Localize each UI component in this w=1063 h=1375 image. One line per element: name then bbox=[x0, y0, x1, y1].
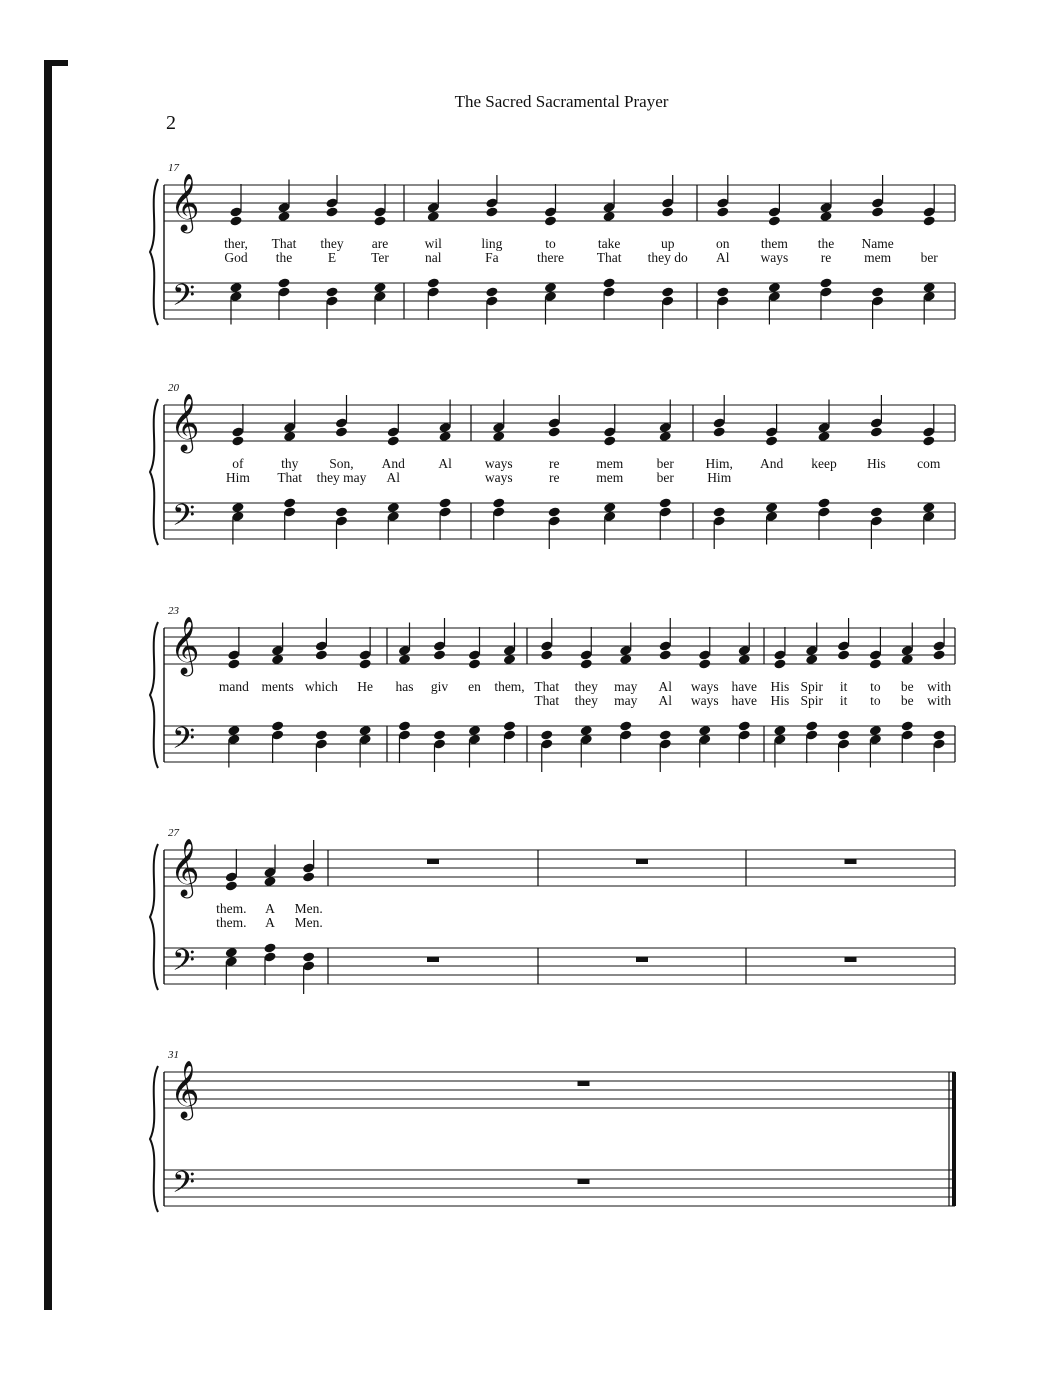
treble-note-head bbox=[922, 435, 935, 446]
lyric-verse-2: Spir bbox=[800, 693, 824, 708]
bass-clef-icon: 𝄢 bbox=[172, 944, 196, 985]
whole-rest-icon bbox=[636, 859, 648, 864]
measure-number: 17 bbox=[168, 162, 179, 174]
lyric-verse-2: Al bbox=[386, 470, 401, 485]
bass-note-head bbox=[335, 506, 348, 517]
whole-rest-icon bbox=[636, 957, 648, 962]
lyric-verse-1: they bbox=[320, 236, 344, 251]
lyric-verse-2: re bbox=[549, 470, 560, 485]
lyric-verse-1: ments bbox=[261, 679, 294, 694]
treble-note-head bbox=[227, 658, 240, 669]
bass-note-head bbox=[263, 942, 276, 953]
lyric-verse-1: mand bbox=[218, 679, 249, 694]
treble-note-head bbox=[603, 435, 616, 446]
bass-note-head bbox=[602, 277, 615, 288]
lyric-verse-2: ber bbox=[920, 250, 938, 265]
lyric-verse-1: Al bbox=[438, 456, 452, 471]
treble-note-head bbox=[580, 658, 593, 669]
lyric-verse-1: them bbox=[760, 236, 788, 251]
treble-note-head bbox=[932, 649, 945, 660]
lyric-verse-1: the bbox=[817, 236, 835, 251]
measure-number: 27 bbox=[168, 827, 179, 839]
treble-note-head bbox=[540, 649, 553, 660]
whole-rest-icon bbox=[845, 859, 857, 864]
lyric-verse-2: E bbox=[327, 250, 337, 265]
bass-note-head bbox=[738, 720, 751, 731]
lyric-verse-2: A bbox=[265, 915, 275, 930]
grand-staff-brace bbox=[150, 844, 158, 990]
lyric-verse-1: That bbox=[534, 679, 560, 694]
lyric-verse-1: has bbox=[395, 679, 414, 694]
lyric-verse-1: wil bbox=[424, 236, 442, 251]
lyric-verse-2: nal bbox=[425, 250, 442, 265]
bass-note-head bbox=[271, 720, 284, 731]
lyric-verse-1: And bbox=[381, 456, 405, 471]
lyric-verse-1: ling bbox=[481, 236, 503, 251]
whole-rest-icon bbox=[578, 1179, 590, 1184]
grand-staff-brace bbox=[150, 622, 158, 768]
final-barline-thick bbox=[952, 1072, 956, 1206]
lyric-verse-1: are bbox=[371, 236, 389, 251]
bass-note-head bbox=[325, 286, 338, 297]
treble-note-head bbox=[870, 426, 883, 437]
lyric-verse-1: it bbox=[839, 679, 848, 694]
lyric-verse-2: Al bbox=[716, 250, 730, 265]
lyric-verse-1: with bbox=[927, 679, 952, 694]
bass-note-head bbox=[485, 286, 498, 297]
treble-clef-icon: 𝄞 bbox=[170, 838, 200, 896]
lyric-verse-1: Name bbox=[861, 236, 894, 251]
lyric-verse-2: Him bbox=[707, 470, 732, 485]
bass-note-head bbox=[302, 951, 315, 962]
lyric-verse-1: His bbox=[867, 456, 886, 471]
treble-note-head bbox=[661, 206, 674, 217]
treble-note-head bbox=[302, 871, 315, 882]
lyric-verse-1: mem bbox=[596, 456, 624, 471]
lyric-verse-1: them, bbox=[494, 679, 525, 694]
lyric-verse-2: God bbox=[224, 250, 248, 265]
lyric-verse-2: mem bbox=[596, 470, 624, 485]
bass-note-head bbox=[659, 497, 672, 508]
bass-clef-icon: 𝄢 bbox=[172, 499, 196, 540]
lyric-verse-2: to bbox=[870, 693, 881, 708]
lyric-verse-1: of bbox=[232, 456, 244, 471]
bass-note-head bbox=[283, 497, 296, 508]
lyric-verse-2: That bbox=[534, 693, 560, 708]
lyric-verse-1: to bbox=[545, 236, 556, 251]
lyric-verse-2: there bbox=[537, 250, 564, 265]
lyric-verse-1: com bbox=[917, 456, 941, 471]
lyric-verse-1: which bbox=[304, 679, 338, 694]
lyric-verse-1: That bbox=[271, 236, 297, 251]
treble-note-head bbox=[373, 215, 386, 226]
lyric-verse-2: mem bbox=[864, 250, 892, 265]
grand-staff-brace bbox=[150, 1066, 158, 1212]
lyric-verse-2: be bbox=[900, 693, 914, 708]
lyric-verse-1: keep bbox=[811, 456, 837, 471]
lyric-verse-1: ways bbox=[690, 679, 719, 694]
lyric-verse-2: they do bbox=[647, 250, 688, 265]
measure-number: 20 bbox=[168, 382, 179, 394]
treble-note-head bbox=[869, 658, 882, 669]
lyric-verse-2: That bbox=[596, 250, 622, 265]
treble-note-head bbox=[716, 206, 729, 217]
lyric-verse-2: the bbox=[275, 250, 293, 265]
treble-note-head bbox=[698, 658, 711, 669]
lyric-verse-2: Ter bbox=[371, 250, 389, 265]
lyric-verse-1: Spir bbox=[800, 679, 824, 694]
treble-note-head bbox=[765, 435, 778, 446]
lyric-verse-1: they bbox=[574, 679, 598, 694]
lyric-verse-1: Men. bbox=[294, 901, 323, 916]
treble-clef-icon: 𝄞 bbox=[170, 1060, 200, 1118]
treble-note-head bbox=[713, 426, 726, 437]
lyric-verse-2: re bbox=[820, 250, 832, 265]
bass-note-head bbox=[901, 720, 914, 731]
page-number: 2 bbox=[166, 112, 176, 134]
treble-note-head bbox=[358, 658, 371, 669]
lyric-verse-1: A bbox=[265, 901, 275, 916]
lyric-verse-2: they bbox=[574, 693, 598, 708]
bass-note-head bbox=[619, 720, 632, 731]
whole-rest-icon bbox=[427, 859, 439, 864]
bass-note-head bbox=[438, 497, 451, 508]
lyric-verse-2: have bbox=[731, 693, 757, 708]
treble-note-head bbox=[837, 649, 850, 660]
whole-rest-icon bbox=[578, 1081, 590, 1086]
grand-staff-brace bbox=[150, 179, 158, 325]
lyric-verse-1: have bbox=[731, 679, 757, 694]
bass-clef-icon: 𝄢 bbox=[172, 279, 196, 320]
treble-note-head bbox=[871, 206, 884, 217]
bass-clef-icon: 𝄢 bbox=[172, 1166, 196, 1207]
treble-note-head bbox=[485, 206, 498, 217]
bass-note-head bbox=[503, 720, 516, 731]
bass-note-head bbox=[819, 277, 832, 288]
bass-note-head bbox=[277, 277, 290, 288]
bass-note-head bbox=[932, 729, 945, 740]
bass-note-head bbox=[540, 729, 553, 740]
treble-note-head bbox=[325, 206, 338, 217]
lyric-verse-2: ways bbox=[690, 693, 719, 708]
bass-note-head bbox=[870, 506, 883, 517]
treble-note-head bbox=[229, 215, 242, 226]
lyric-verse-2: them. bbox=[216, 915, 247, 930]
grand-staff-brace bbox=[150, 399, 158, 545]
lyric-verse-1: re bbox=[549, 456, 560, 471]
lyric-verse-2: His bbox=[770, 693, 790, 708]
lyric-verse-1: His bbox=[770, 679, 790, 694]
measure-number: 23 bbox=[168, 605, 179, 617]
page-title: The Sacred Sacramental Prayer bbox=[454, 92, 669, 111]
lyric-verse-1: up bbox=[660, 236, 675, 251]
treble-note-head bbox=[659, 649, 672, 660]
bass-note-head bbox=[661, 286, 674, 297]
lyric-verse-1: giv bbox=[430, 679, 449, 694]
lyric-verse-1: Son, bbox=[329, 456, 354, 471]
bass-note-head bbox=[398, 720, 411, 731]
treble-note-head bbox=[387, 435, 400, 446]
treble-note-head bbox=[335, 426, 348, 437]
lyric-verse-1: may bbox=[614, 679, 638, 694]
bass-note-head bbox=[548, 506, 561, 517]
lyric-verse-1: Al bbox=[658, 679, 672, 694]
treble-note-head bbox=[773, 658, 786, 669]
lyric-verse-2: Fa bbox=[485, 250, 499, 265]
bass-note-head bbox=[716, 286, 729, 297]
treble-note-head bbox=[315, 649, 328, 660]
lyric-verse-1: them. bbox=[216, 901, 247, 916]
lyric-verse-2: Men. bbox=[294, 915, 323, 930]
treble-note-head bbox=[231, 435, 244, 446]
measure-number: 31 bbox=[168, 1049, 179, 1061]
lyric-verse-1: en bbox=[468, 679, 481, 694]
bass-clef-icon: 𝄢 bbox=[172, 722, 196, 763]
bass-note-head bbox=[492, 497, 505, 508]
lyric-verse-1: He bbox=[357, 679, 373, 694]
treble-clef-icon: 𝄞 bbox=[170, 173, 200, 231]
lyric-verse-1: ber bbox=[656, 456, 674, 471]
lyric-verse-1: take bbox=[597, 236, 621, 251]
treble-note-head bbox=[548, 426, 561, 437]
lyric-verse-1: to bbox=[870, 679, 881, 694]
bass-note-head bbox=[659, 729, 672, 740]
lyric-verse-1: ways bbox=[484, 456, 513, 471]
bass-note-head bbox=[433, 729, 446, 740]
bass-note-head bbox=[805, 720, 818, 731]
bass-note-head bbox=[315, 729, 328, 740]
lyric-verse-1: on bbox=[716, 236, 730, 251]
treble-clef-icon: 𝄞 bbox=[170, 616, 200, 674]
lyric-verse-2: ways bbox=[760, 250, 789, 265]
lyric-verse-1: Him, bbox=[705, 456, 733, 471]
lyric-verse-2: may bbox=[614, 693, 638, 708]
treble-note-head bbox=[768, 215, 781, 226]
bass-note-head bbox=[837, 729, 850, 740]
treble-note-head bbox=[923, 215, 936, 226]
lyric-verse-2: ways bbox=[484, 470, 513, 485]
treble-clef-icon: 𝄞 bbox=[170, 393, 200, 451]
lyric-verse-1: And bbox=[759, 456, 784, 471]
lyric-verse-1: ther, bbox=[224, 236, 248, 251]
lyric-verse-2: That bbox=[277, 470, 303, 485]
lyric-verse-2: ber bbox=[656, 470, 674, 485]
treble-note-head bbox=[544, 215, 557, 226]
bass-note-head bbox=[713, 506, 726, 517]
lyric-verse-2: they may bbox=[316, 470, 367, 485]
treble-note-head bbox=[433, 649, 446, 660]
treble-note-head bbox=[468, 658, 481, 669]
whole-rest-icon bbox=[845, 957, 857, 962]
whole-rest-icon bbox=[427, 957, 439, 962]
lyric-verse-2: it bbox=[839, 693, 848, 708]
lyric-verse-2: with bbox=[927, 693, 952, 708]
treble-note-head bbox=[225, 880, 238, 891]
bass-note-head bbox=[871, 286, 884, 297]
lyric-verse-2: Him bbox=[225, 470, 250, 485]
lyric-verse-1: be bbox=[900, 679, 914, 694]
bass-note-head bbox=[817, 497, 830, 508]
lyric-verse-1: thy bbox=[281, 456, 299, 471]
lyric-verse-2: Al bbox=[658, 693, 672, 708]
bass-note-head bbox=[427, 277, 440, 288]
